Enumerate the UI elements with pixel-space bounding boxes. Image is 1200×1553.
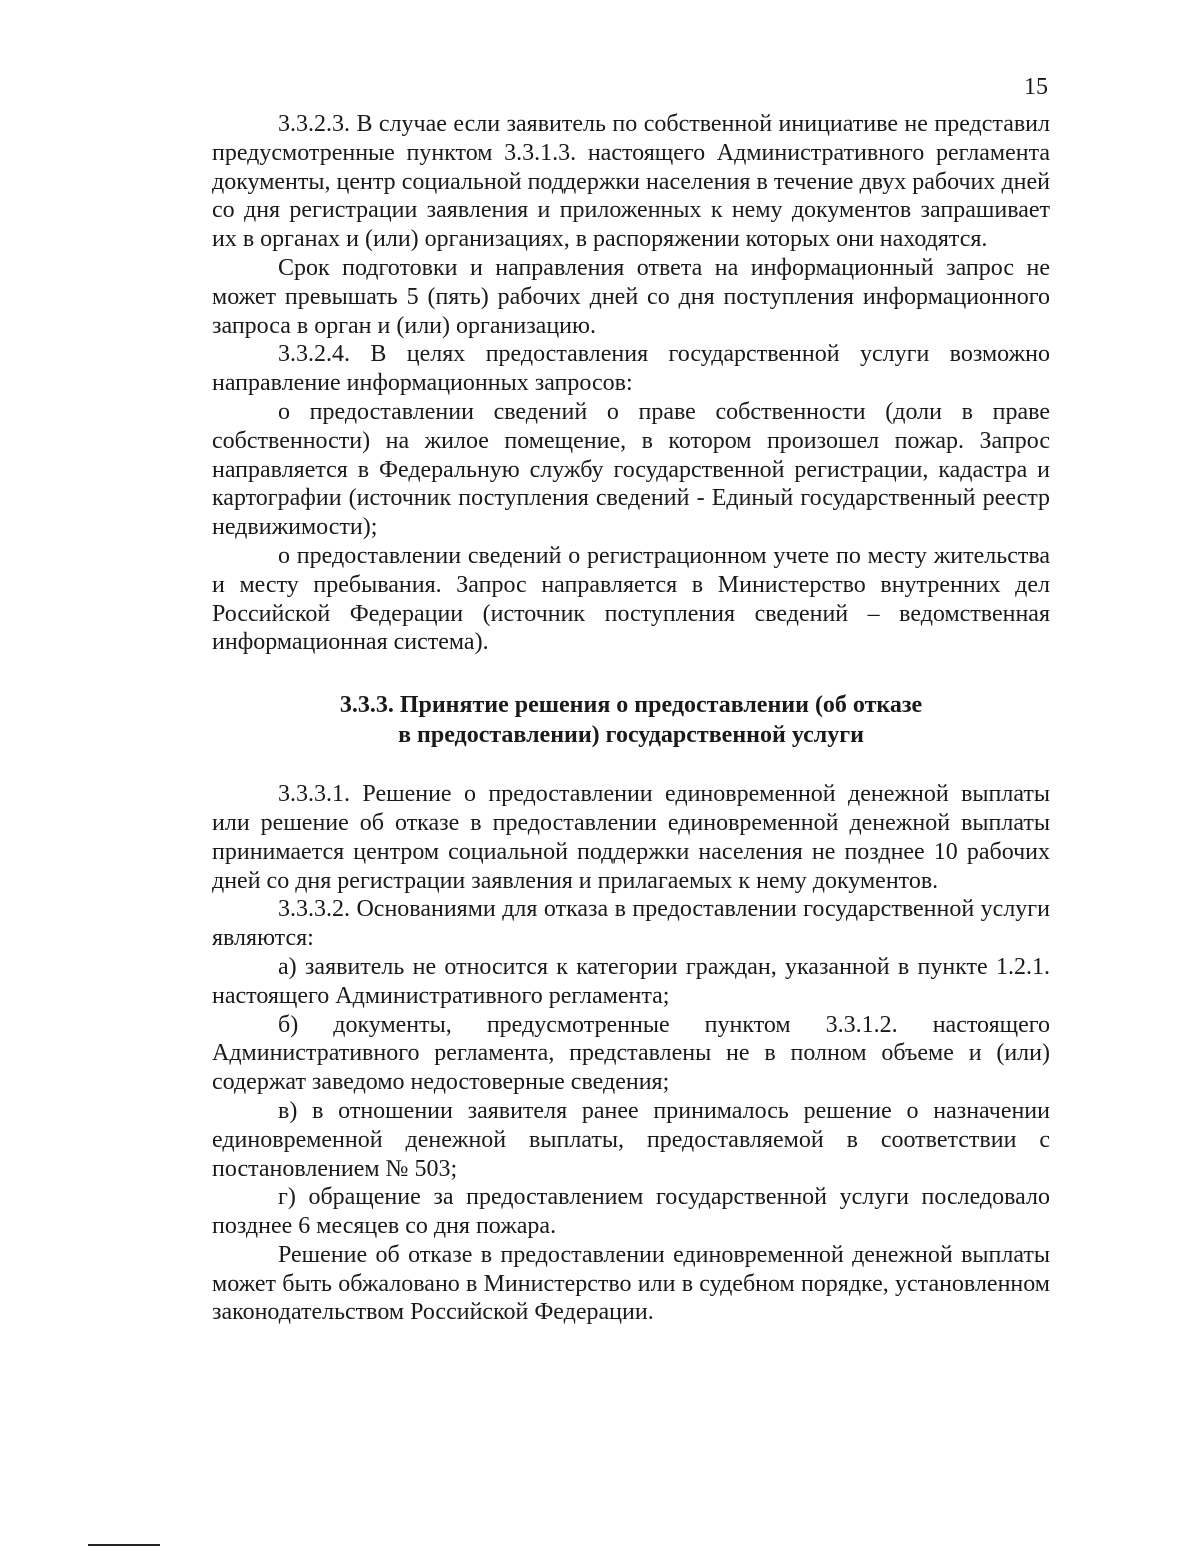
- footer-line: [88, 1544, 160, 1546]
- section-heading: [212, 690, 1050, 750]
- paragraph-3-3-3-1: 3.3.3.1. Решение о предоставлении единовременной денежной выплаты или решение об отказе в предоставлении единовременной денежной выплаты принимается центром социальной поддержки населения не позднее 10 рабочих дней со дня регистрации заявления и прилагаемых к нему документов.: [212, 781, 1050, 894]
- list-item-b: б) документы, предусмотренные пунктом 3.3.1.2. настоящего Административного регламента, представлены не в полном объеме и (или) содержат заведомо недостоверные сведения;: [212, 1011, 1050, 1096]
- paragraph-3-3-2-4: 3.3.2.4. В целях предоставления государственной услуги возможно направление информационных запросов:: [212, 341, 1050, 397]
- list-item-v: в) в отношении заявителя ранее принималось решение о назначении единовременной денежной выплаты, предоставляемой в соответствии с постановлением № 503;: [212, 1097, 1050, 1182]
- document-body: [212, 110, 1050, 1327]
- section-heading-line-1: 3.3.3. Принятие решения о предоставлении (об отказе: [339, 692, 923, 719]
- paragraph-registration-request: о предоставлении сведений о регистрационном учете по месту жительства и месту пребывания. Запрос направляется в Министерство внутренних дел Российской Федерации (источник поступления сведений – ведомственная информационная система).: [212, 542, 1050, 656]
- paragraph-property-request: о предоставлении сведений о праве собственности (доли в праве собственности) на жилое помещение, в котором произошел пожар. Запрос направляется в Федеральную службу государственной регистрации, кадастра и картографии (источник поступления сведений - Единый государственный реестр недвижимости);: [212, 398, 1050, 541]
- section-heading-line-2: в предоставлении) государственной услуги: [398, 722, 864, 749]
- paragraph-3-3-3-2: 3.3.3.2. Основаниями для отказа в предоставлении государственной услуги являются:: [212, 896, 1050, 952]
- paragraph-3-3-2-3: 3.3.2.3. В случае если заявитель по собственной инициативе не представил предусмотренные пунктом 3.3.1.3. настоящего Административного регламента документы, центр социальной поддержки населения в течение двух рабочих дней со дня регистрации заявления и приложенных к нему документов запрашивает их в органах и (или) организациях, в распоряжении которых они находятся.: [212, 111, 1050, 253]
- paragraph-appeal: Решение об отказе в предоставлении единовременной денежной выплаты может быть обжаловано в Министерство или в судебном порядке, установленном законодательством Российской Федерации.: [212, 1241, 1050, 1326]
- paragraph-response-deadline: Срок подготовки и направления ответа на информационный запрос не может превышать 5 (пять) рабочих дней со дня поступления информационного запроса в орган и (или) организацию.: [212, 254, 1050, 339]
- section-3-3-3: [212, 780, 1050, 1327]
- list-item-g: г) обращение за предоставлением государственной услуги последовало позднее 6 месяцев со дня пожара.: [212, 1184, 1050, 1240]
- section-3-3-2-continued: [212, 110, 1050, 657]
- list-item-a: а) заявитель не относится к категории граждан, указанной в пункте 1.2.1. настоящего Административного регламента;: [212, 953, 1050, 1009]
- page-number: 15: [1024, 74, 1048, 100]
